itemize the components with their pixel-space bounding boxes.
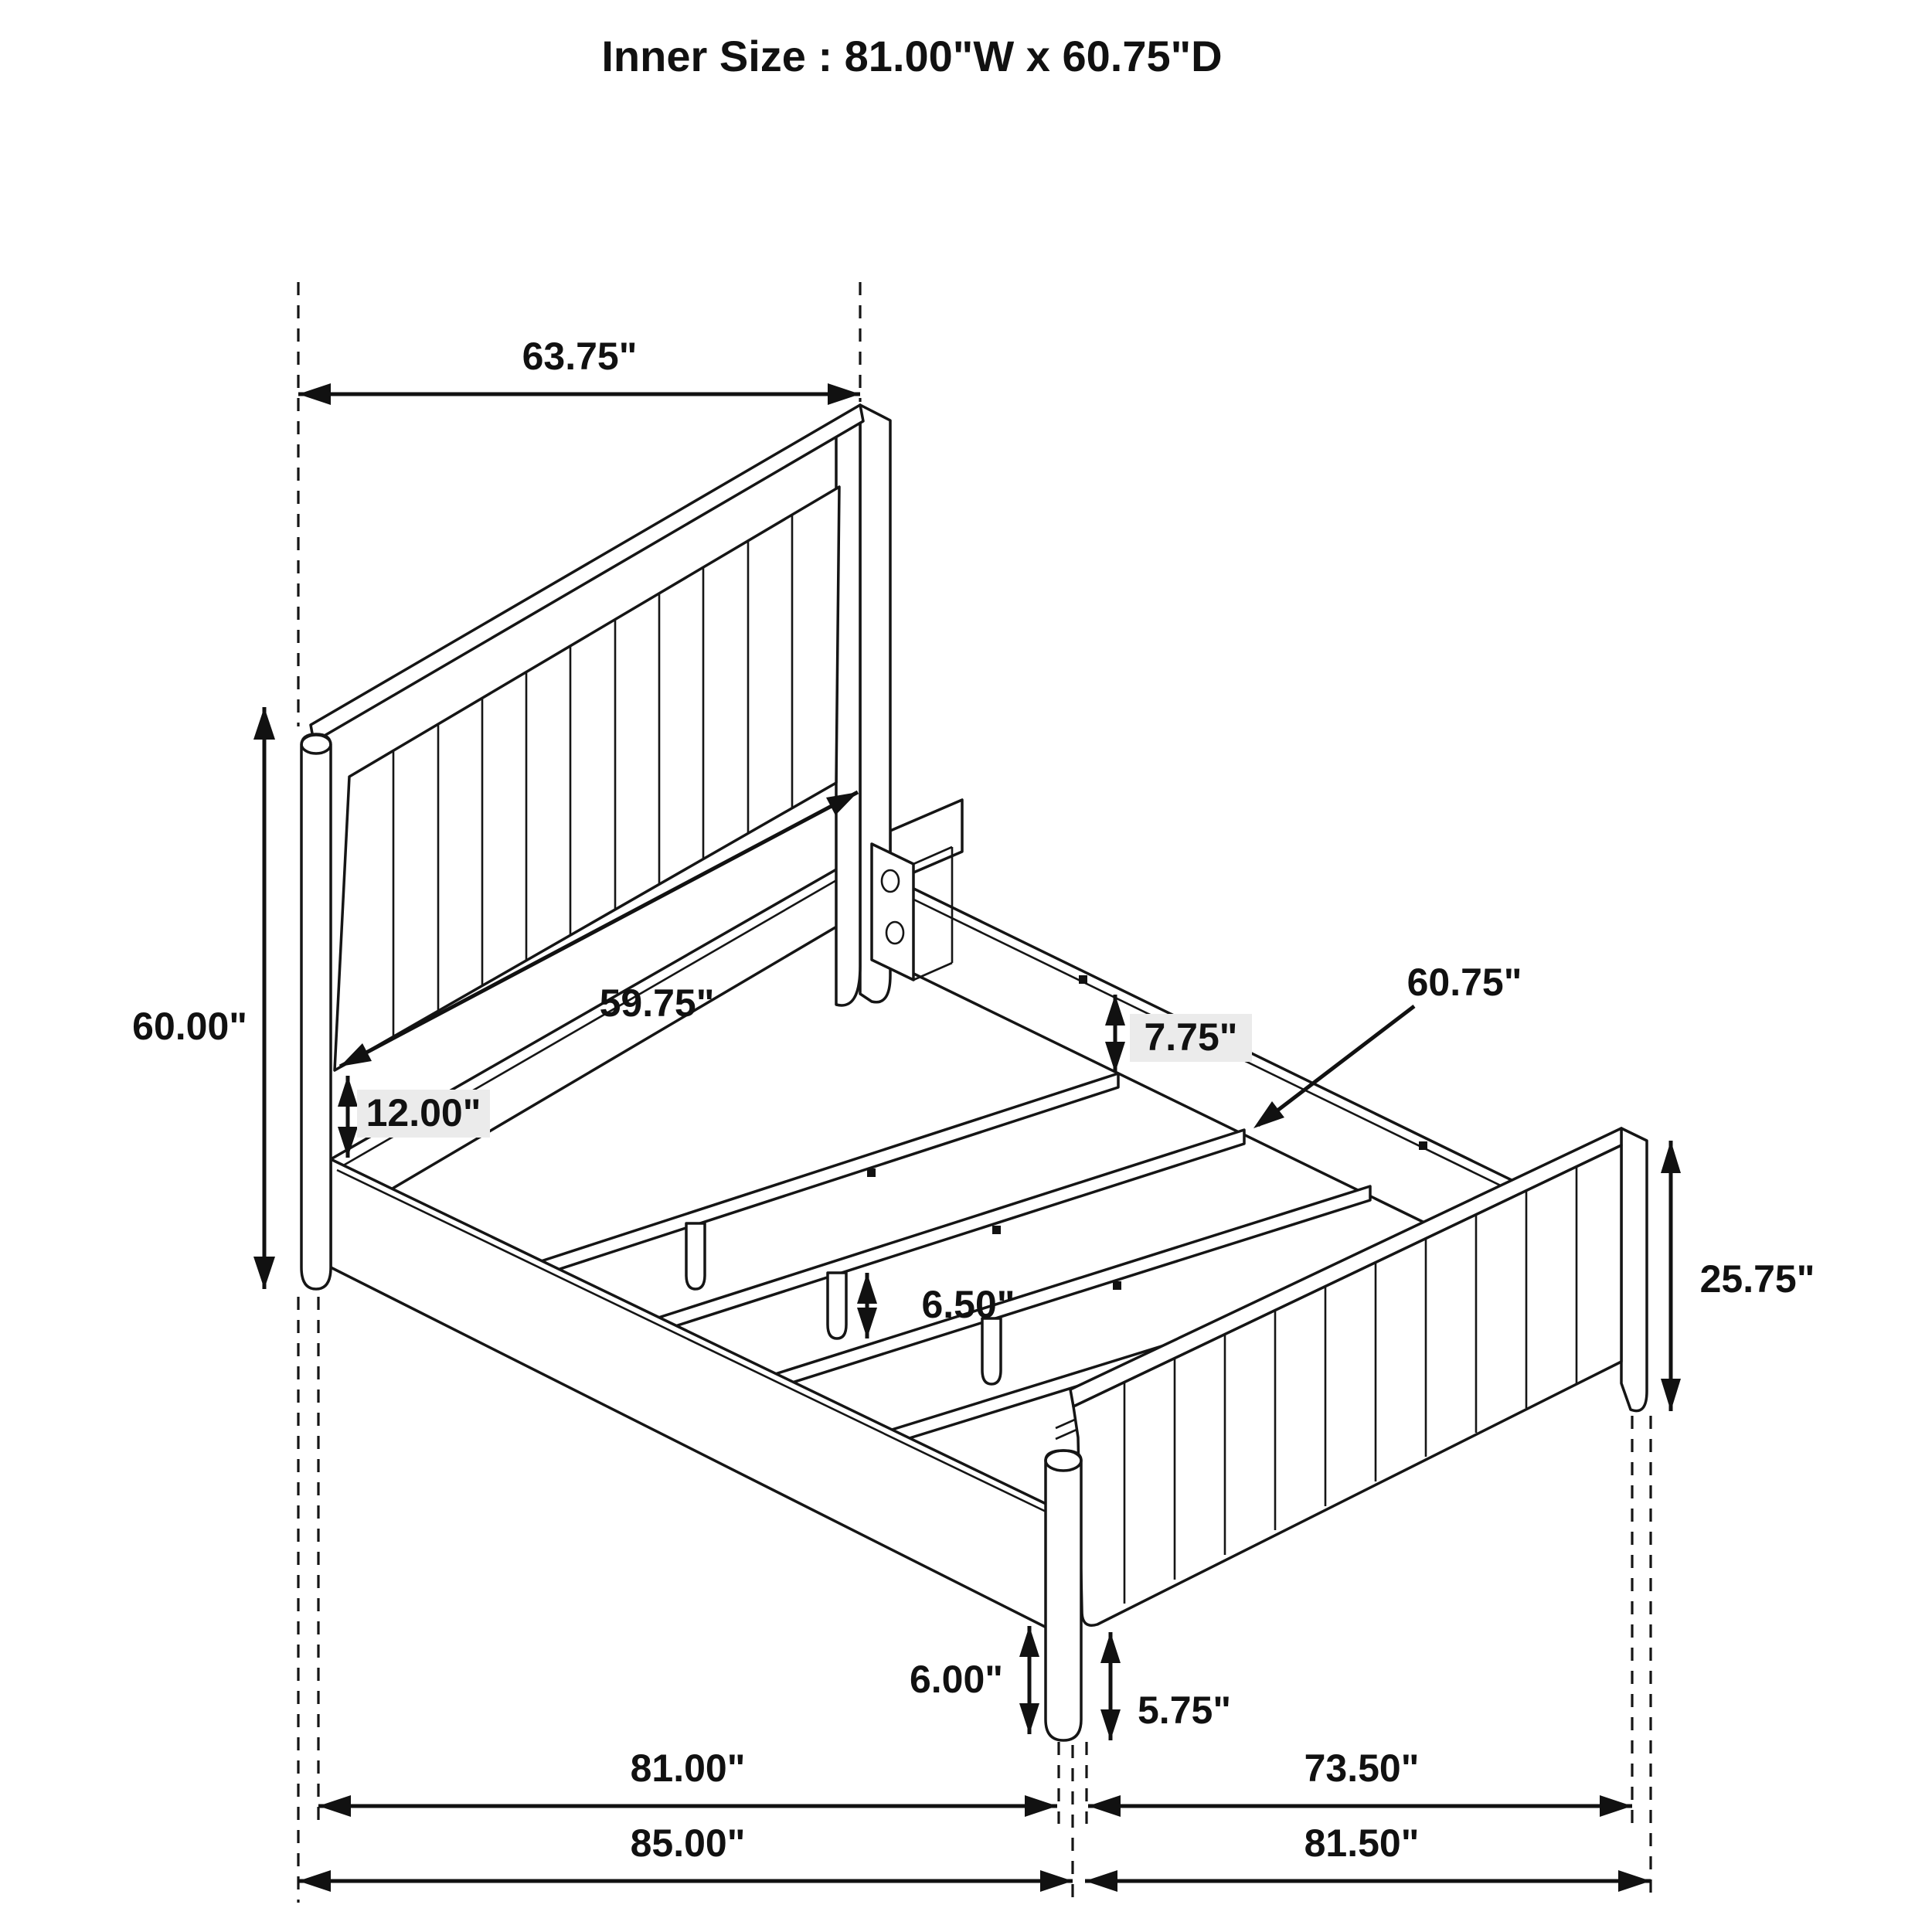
slat xyxy=(541,1073,1118,1275)
dim-foot-outer-width-label: 81.50" xyxy=(1304,1821,1420,1865)
dim-panel-gap-label: 12.00" xyxy=(366,1091,481,1134)
dim-outer-length xyxy=(298,1821,1073,1892)
dim-inner-length xyxy=(318,1747,1057,1817)
dim-rail-above-slat-label: 7.75" xyxy=(1144,1015,1238,1059)
dim-footboard-height-label: 25.75" xyxy=(1699,1257,1815,1301)
center-leg xyxy=(982,1318,1001,1384)
center-leg xyxy=(686,1223,705,1289)
dim-rail-clearance-label: 6.00" xyxy=(909,1658,1003,1701)
dim-slat-length-label: 60.75" xyxy=(1406,961,1522,1004)
dim-panel-inner-width-label: 59.75" xyxy=(599,981,715,1025)
dim-center-leg-height-label: 6.50" xyxy=(921,1283,1015,1326)
dim-headboard-height xyxy=(132,707,275,1289)
dim-foot-inner-width xyxy=(1088,1747,1632,1817)
dim-inner-length-label: 81.00" xyxy=(630,1747,746,1790)
dim-footboard-height xyxy=(1661,1141,1815,1411)
dim-rail-clearance xyxy=(910,1626,1039,1734)
dim-foot-inner-width-label: 73.50" xyxy=(1304,1747,1420,1790)
dim-outer-length-label: 85.00" xyxy=(630,1821,746,1865)
dim-headboard-width xyxy=(298,335,860,405)
footboard xyxy=(1046,1128,1647,1740)
dim-foot-clearance-label: 5.75" xyxy=(1138,1689,1232,1732)
dim-foot-outer-width xyxy=(1085,1821,1651,1892)
dim-foot-clearance xyxy=(1100,1632,1231,1740)
center-leg xyxy=(828,1273,846,1338)
dim-headboard-height-label: 60.00" xyxy=(132,1005,247,1048)
bed-drawing xyxy=(301,405,1647,1740)
diagram-title: Inner Size : 81.00"W x 60.75"D xyxy=(601,32,1223,80)
dim-headboard-width-label: 63.75" xyxy=(522,335,638,378)
